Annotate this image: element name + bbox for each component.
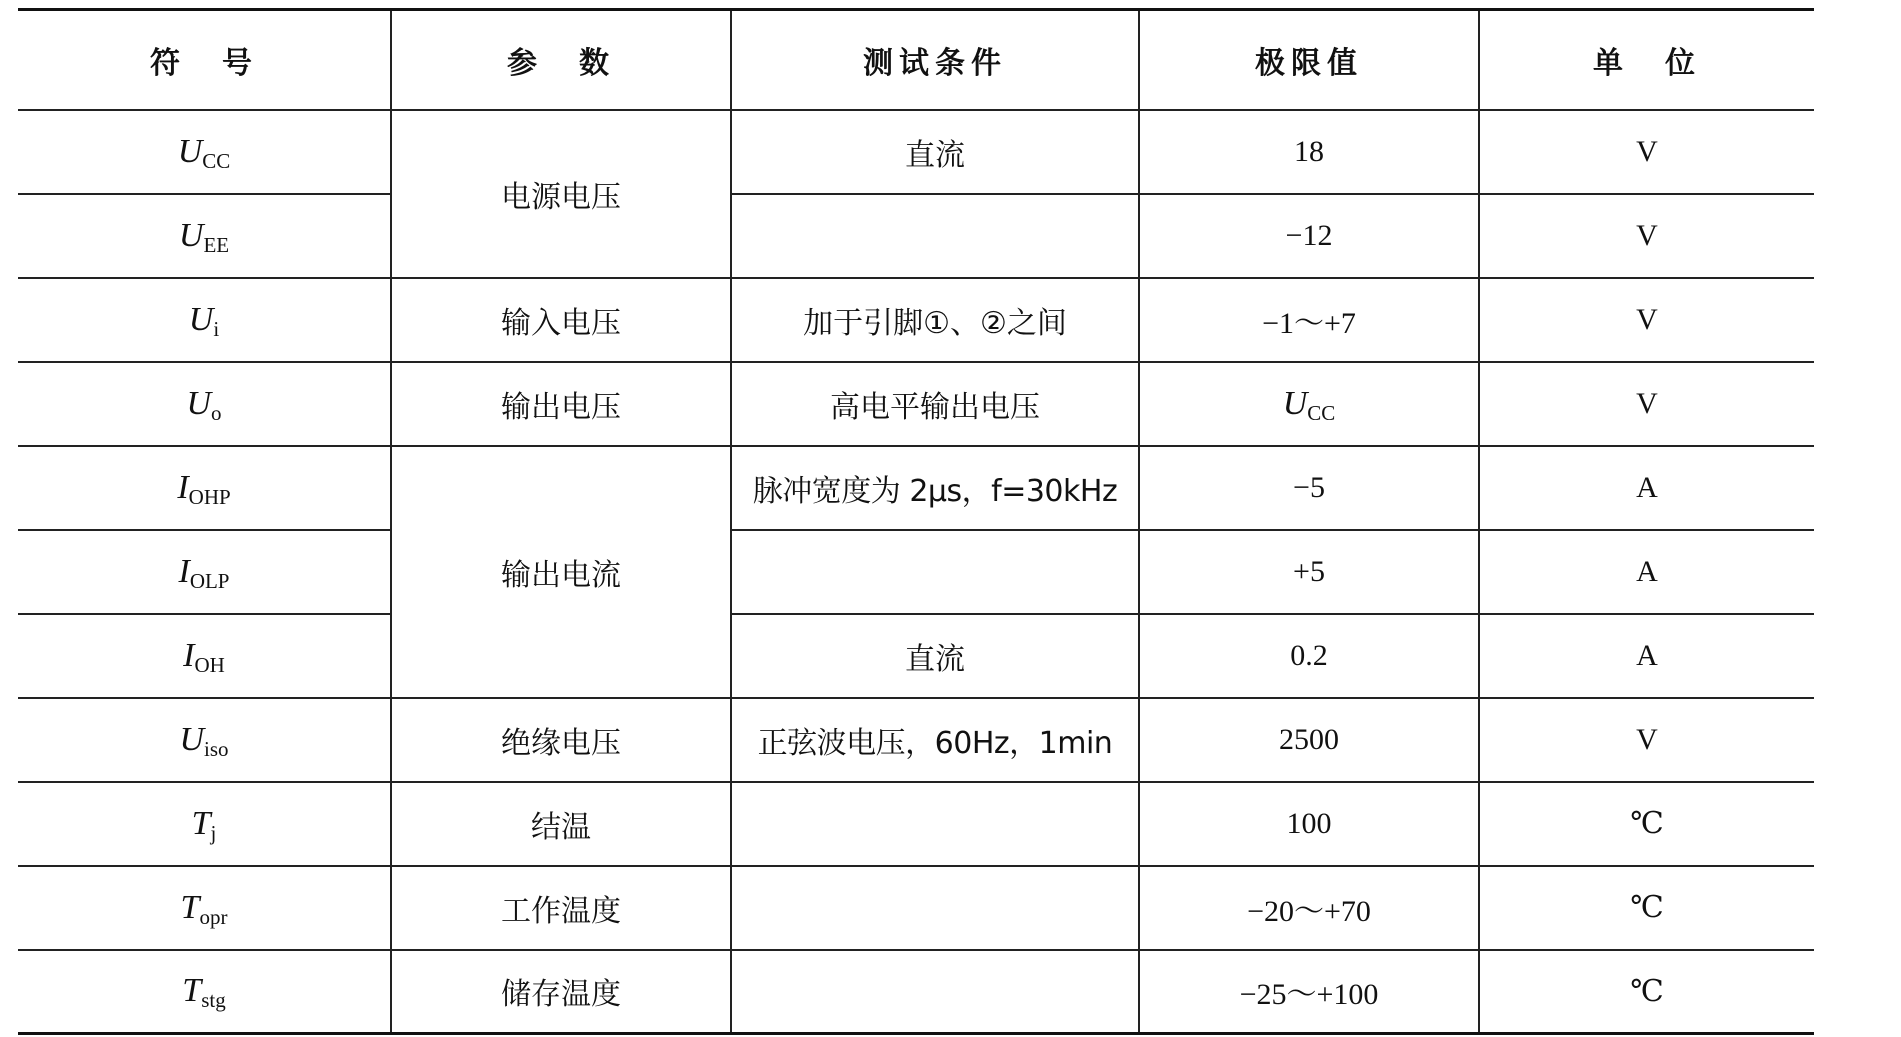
condition-cell: 正弦波电压，60Hz，1min: [731, 698, 1139, 782]
unit-cell: ℃: [1479, 782, 1814, 866]
parameter-cell: 输入电压: [391, 278, 731, 362]
symbol-subscript: i: [213, 316, 220, 341]
unit-cell: A: [1479, 614, 1814, 698]
header-condition: 测试条件: [731, 10, 1139, 110]
condition-cell: [731, 194, 1139, 278]
limit-value-cell: 18: [1139, 110, 1479, 194]
unit-cell: V: [1479, 362, 1814, 446]
symbol-letter: I: [178, 552, 190, 590]
condition-cell: [731, 950, 1139, 1034]
header-limit: 极限值: [1139, 10, 1479, 110]
header-unit: 单 位: [1479, 10, 1814, 110]
symbol-cell: [18, 530, 391, 614]
limit-value-cell: −5: [1139, 446, 1479, 530]
symbol-subscript: j: [210, 820, 217, 845]
limit-symbol-letter: U: [1282, 384, 1308, 422]
symbol-letter: U: [178, 216, 204, 254]
table-row: [18, 614, 1814, 698]
condition-cell: [731, 530, 1139, 614]
table-row: [18, 362, 1814, 446]
header-row: [18, 10, 1814, 110]
table-row: [18, 446, 1814, 530]
symbol-cell: [18, 866, 391, 950]
parameter-cell: 绝缘电压: [391, 698, 731, 782]
symbol-letter: I: [177, 468, 189, 506]
symbol-letter: U: [177, 132, 203, 170]
symbol-letter: U: [186, 384, 212, 422]
unit-cell: ℃: [1479, 866, 1814, 950]
symbol-cell: [18, 614, 391, 698]
limit-value-cell: [1139, 362, 1479, 446]
parameter-cell: 输出电压: [391, 362, 731, 446]
symbol-cell: [18, 446, 391, 530]
limits-table: [18, 8, 1814, 1035]
unit-cell: ℃: [1479, 950, 1814, 1034]
unit-cell: V: [1479, 194, 1814, 278]
condition-cell: [731, 782, 1139, 866]
condition-cell: 直流: [731, 614, 1139, 698]
symbol-subscript: CC: [202, 148, 231, 173]
condition-cell: 高电平输出电压: [731, 362, 1139, 446]
parameter-cell: 储存温度: [391, 950, 731, 1034]
limit-symbol-subscript: CC: [1307, 400, 1336, 425]
parameter-cell: 输出电流: [391, 446, 731, 698]
limit-value-cell: −20～+70: [1139, 866, 1479, 950]
symbol-cell: [18, 362, 391, 446]
limit-value-cell: 100: [1139, 782, 1479, 866]
symbol-cell: [18, 278, 391, 362]
symbol-subscript: OHP: [188, 484, 231, 509]
parameter-cell: 电源电压: [391, 110, 731, 278]
table-row: [18, 782, 1814, 866]
symbol-subscript: o: [211, 400, 222, 425]
table-row: [18, 110, 1814, 194]
symbol-subscript: OLP: [189, 568, 230, 593]
table-row: [18, 530, 1814, 614]
parameter-cell: 工作温度: [391, 866, 731, 950]
symbol-letter: U: [188, 300, 214, 338]
limit-value-cell: −12: [1139, 194, 1479, 278]
symbol-cell: [18, 782, 391, 866]
table-row: [18, 950, 1814, 1034]
symbol-letter: I: [183, 636, 195, 674]
condition-cell: [731, 866, 1139, 950]
symbol-cell: [18, 110, 391, 194]
symbol-subscript: OH: [194, 652, 225, 677]
limit-value-cell: +5: [1139, 530, 1479, 614]
limit-value-cell: 0.2: [1139, 614, 1479, 698]
table-row: [18, 278, 1814, 362]
symbol-cell: [18, 950, 391, 1034]
limit-value-cell: −1～+7: [1139, 278, 1479, 362]
condition-cell: 脉冲宽度为 2μs，f=30kHz: [731, 446, 1139, 530]
limit-value-cell: −25～+100: [1139, 950, 1479, 1034]
unit-cell: A: [1479, 530, 1814, 614]
symbol-cell: [18, 194, 391, 278]
unit-cell: V: [1479, 698, 1814, 782]
condition-cell: 直流: [731, 110, 1139, 194]
condition-cell: 加于引脚①、②之间: [731, 278, 1139, 362]
unit-cell: V: [1479, 110, 1814, 194]
symbol-letter: U: [179, 720, 205, 758]
limit-value-cell: 2500: [1139, 698, 1479, 782]
symbol-subscript: iso: [204, 736, 229, 761]
table-row: [18, 194, 1814, 278]
header-parameter: 参 数: [391, 10, 731, 110]
symbol-letter: T: [191, 804, 211, 842]
symbol-subscript: stg: [201, 988, 226, 1013]
unit-cell: V: [1479, 278, 1814, 362]
parameter-cell: 结温: [391, 782, 731, 866]
table-row: [18, 866, 1814, 950]
unit-cell: A: [1479, 446, 1814, 530]
symbol-cell: [18, 698, 391, 782]
symbol-letter: T: [180, 888, 200, 926]
header-symbol: 符 号: [18, 10, 391, 110]
symbol-letter: T: [182, 972, 202, 1010]
table-row: [18, 698, 1814, 782]
symbol-subscript: EE: [203, 232, 230, 257]
symbol-subscript: opr: [199, 904, 228, 929]
